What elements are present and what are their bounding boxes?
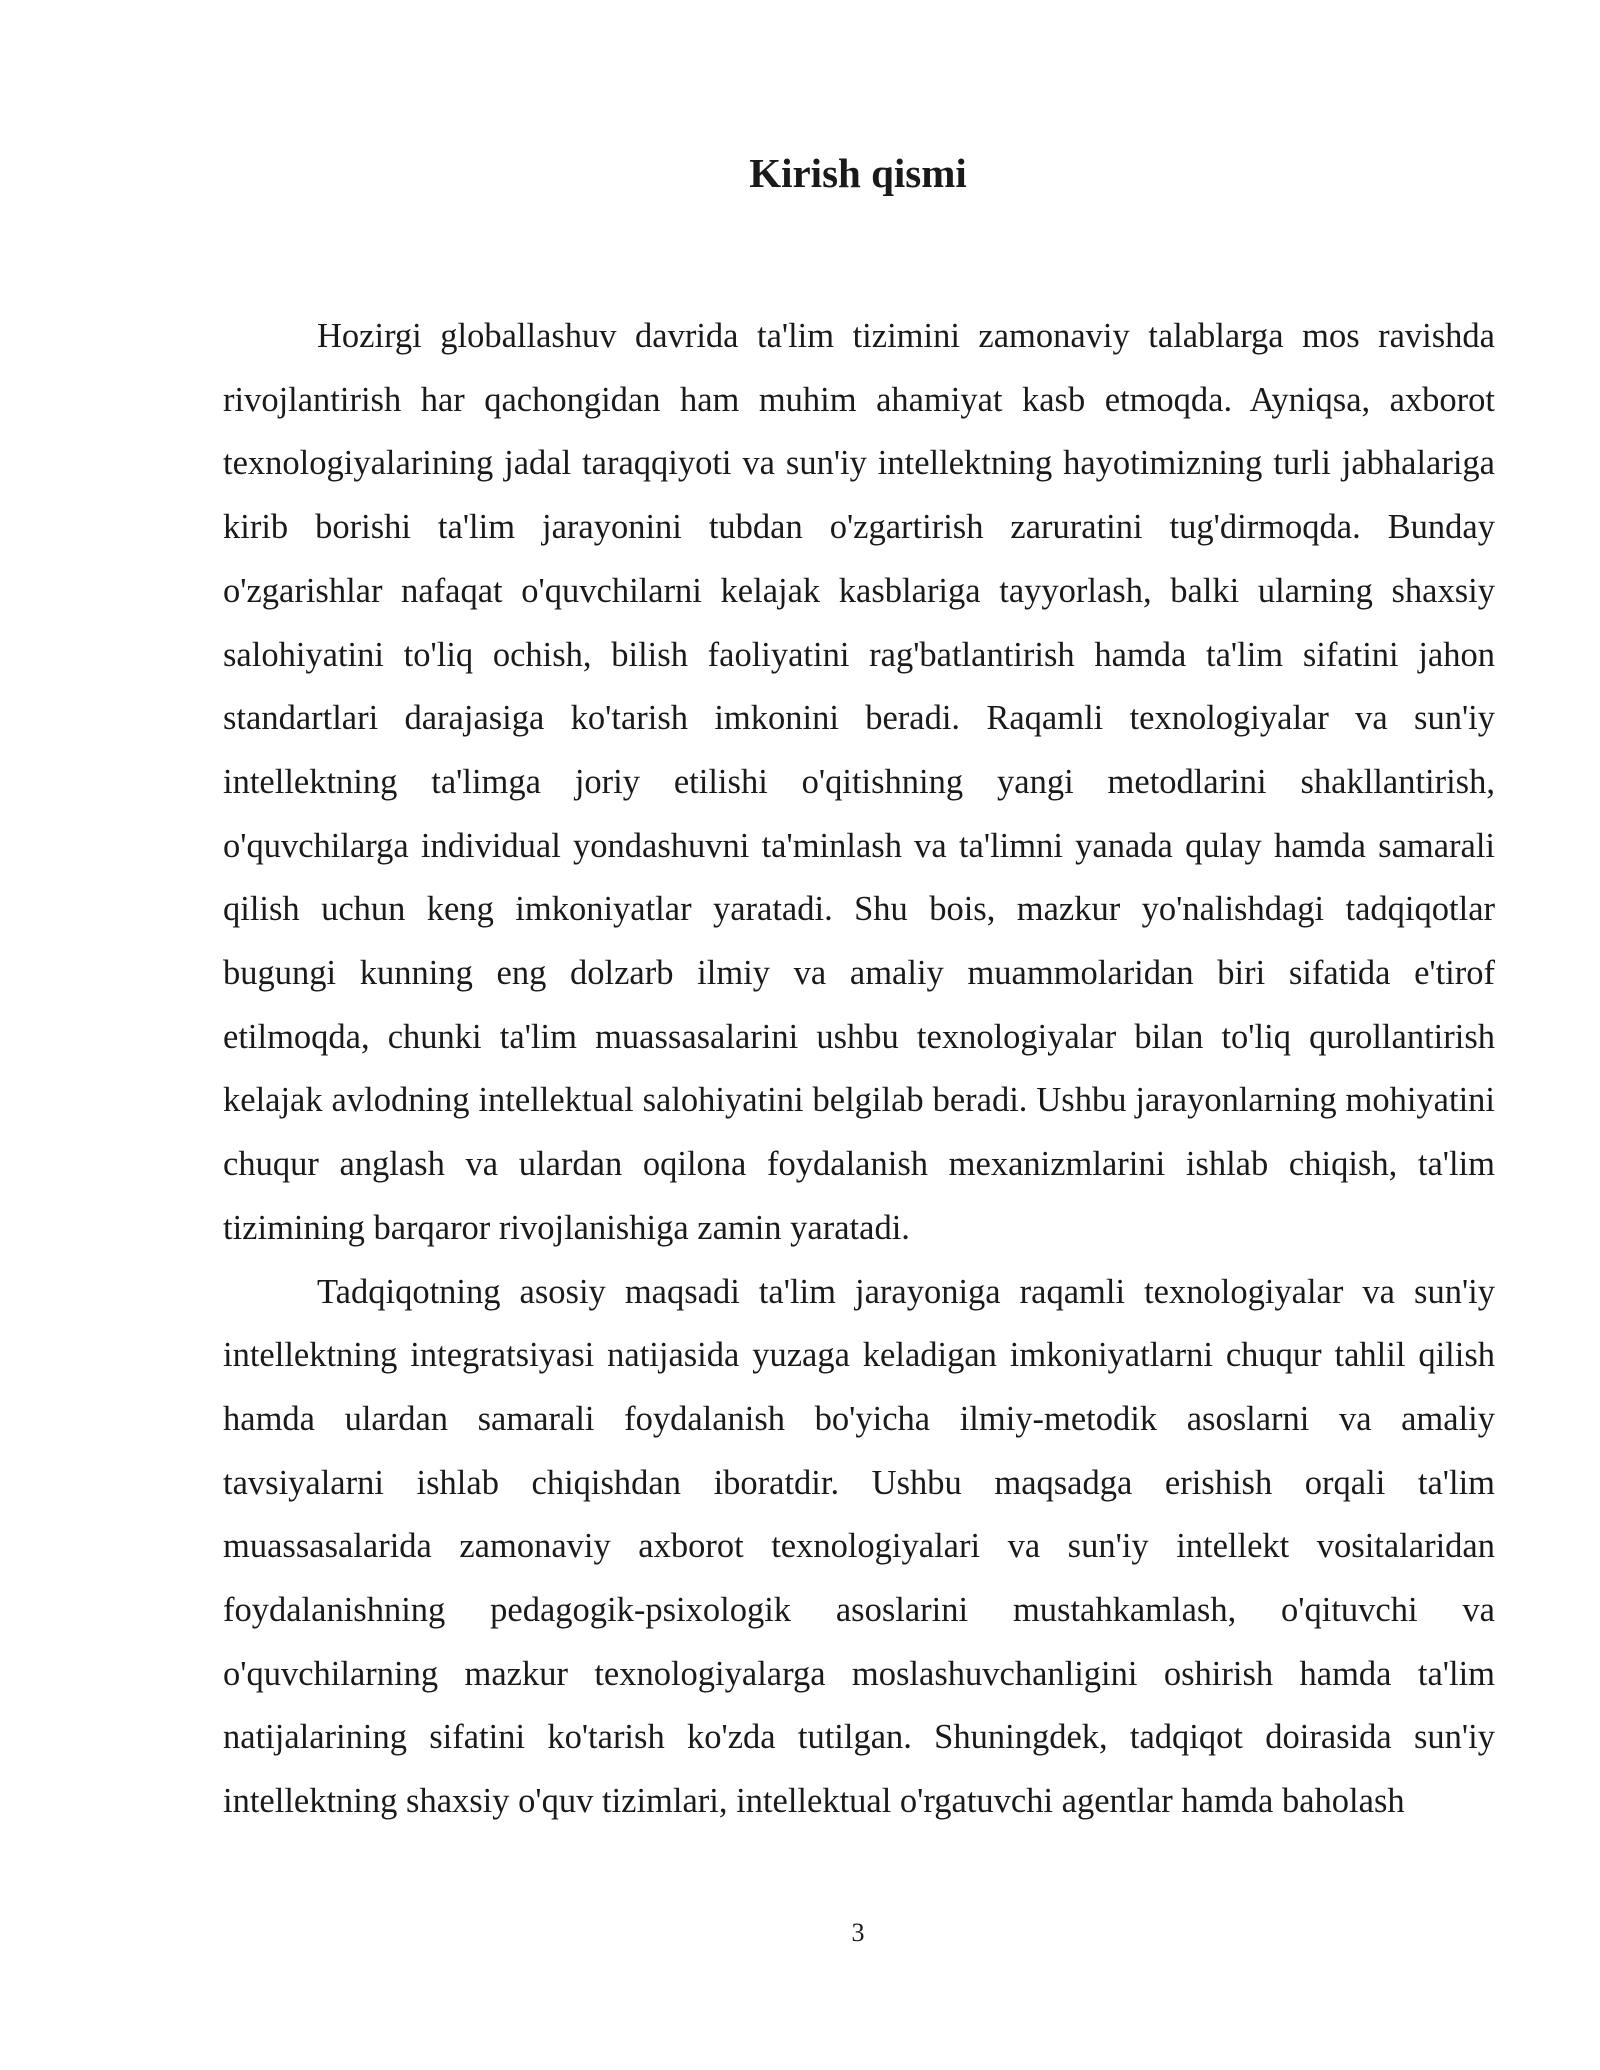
paragraph-purpose: Tadqiqotning asosiy maqsadi ta'lim jarayoniga raqamli texnologiyalar va sun'iy intellektning integratsiyasi natijasida yuzaga keladigan imkoniyatlarni chuqur tahlil qilish hamda ulardan samarali foydalanish bo'yicha ilmiy-metodik asoslarni va amaliy tavsiyalarni ishlab chiqishdan iboratdir. Ushbu maqsadga erishish orqali ta'lim muassasalarida zamonaviy axborot texnologiyalari va sun'iy intellekt vositalaridan foydalanishning pedagogik-psixologik asoslarini mustahkamlash, o'qituvchi va o'quvchilarning mazkur texnologiyalarga moslashuvchanligini oshirish hamda ta'lim natijalarining sifatini ko'tarish ko'zda tutilgan. Shuningdek, tadqiqot doirasida sun'iy intellektning shaxsiy o'quv tizimlari, intellektual o'rgatuvchi agentlar hamda baholash [223,1272,1495,1821]
paragraph-intro: Hozirgi globallashuv davrida ta'lim tizimini zamonaviy talablarga mos ravishda rivojlantirish har qachongidan ham muhim ahamiyat kasb etmoqda. Ayniqsa, axborot texnologiyalarining jadal taraqqiyoti va sun'iy intellektning hayotimizning turli jabhalariga kirib borishi ta'lim jarayonini tubdan o'zgartirish zaruratini tug'dirmoqda. Bunday o'zgarishlar nafaqat o'quvchilarni kelajak kasblariga tayyorlash, balki ularning shaxsiy salohiyatini to'liq ochish, bilish faoliyatini rag'batlantirish hamda ta'lim sifatini jahon standartlari darajasiga ko'tarish imkonini beradi. Raqamli texnologiyalar va sun'iy intellektning ta'limga joriy etilishi o'qitishning yangi metodlarini shakllantirish, o'quvchilarga individual yondashuvni ta'minlash va ta'limni yanada qulay hamda samarali qilish uchun keng imkoniyatlar yaratadi. Shu bois, mazkur yo'nalishdagi tadqiqotlar bugungi kunning eng dolzarb ilmiy va amaliy muammolaridan biri sifatida e'tirof etilmoqda, chunki ta'lim muassasalarini ushbu texnologiyalar bilan to'liq qurollantirish kelajak avlodning intellektual salohiyatini belgilab beradi. Ushbu jarayonlarning mohiyatini chuqur anglash va ulardan oqilona foydalanish mexanizmlarini ishlab chiqish, ta'lim tizimining barqaror rivojlanishiga zamin yaratadi. [223,317,1495,1247]
section-title: Kirish qismi [749,150,967,196]
page-number: 3 [851,1918,865,1947]
body-text [223,305,1495,1834]
